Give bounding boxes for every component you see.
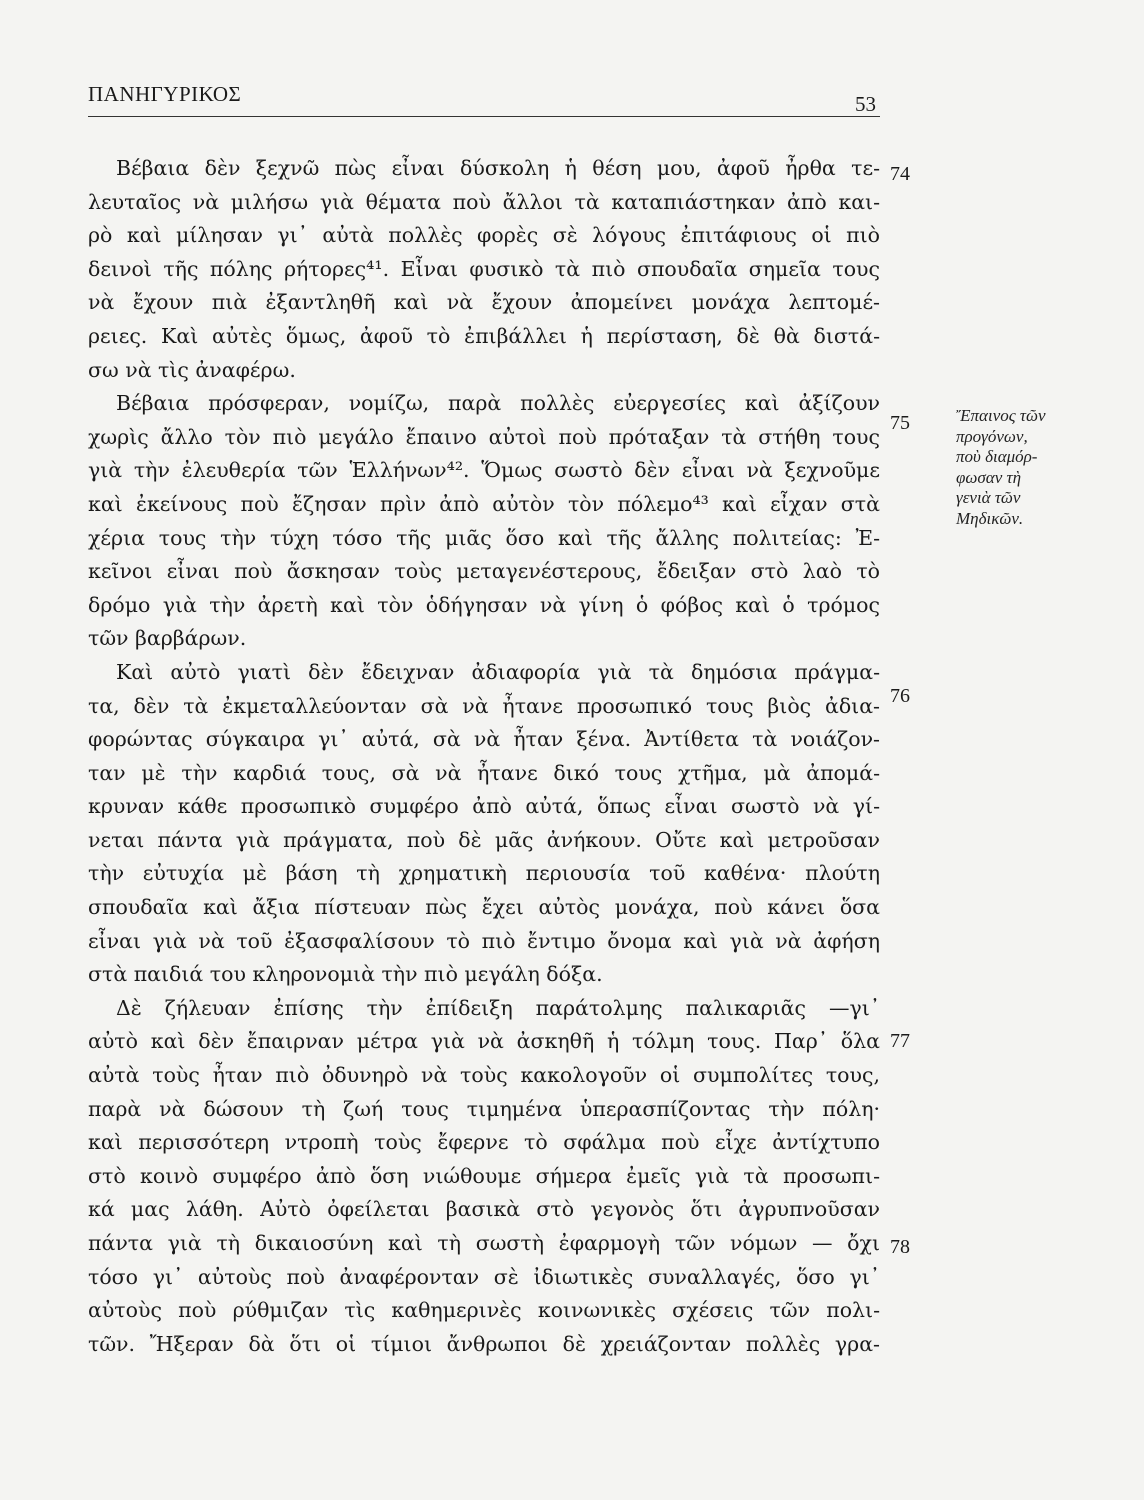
text-line: νεται πάντα γιὰ πράγματα, ποὺ δὲ μᾶς ἀνήκουν. Οὔτε καὶ μετροῦσαν: [88, 827, 880, 852]
text-line: τὴν εὐτυχία μὲ βάση τὴ χρηματικὴ περιουσία τοῦ καθένα· πλούτη: [88, 861, 880, 886]
margin-note-line: Μηδικῶν.: [956, 508, 1024, 528]
text-line: Βέβαια δὲν ξεχνῶ πὼς εἶναι δύσκολη ἡ θέση μου, ἀφοῦ ἦρθα τε-: [116, 156, 880, 180]
text-line: τῶν βαρβάρων.: [88, 626, 247, 651]
page-number: 53: [855, 92, 876, 116]
text-line: ρὸ καὶ μίλησαν γι᾽ αὐτὰ πολλὲς φορὲς σὲ λόγους ἐπιτάφιους οἱ πιὸ: [88, 223, 880, 248]
text-line: αὐτὰ τοὺς ἦταν πιὸ ὀδυνηρὸ νὰ τοὺς κακολογοῦν οἱ συμπολίτες τους,: [88, 1063, 880, 1088]
text-line: χέρια τους τὴν τύχη τόσο τῆς μιᾶς ὅσο καὶ τῆς ἄλλης πολιτείας: Ἐ-: [88, 525, 880, 550]
margin-note-line: προγόνων,: [956, 426, 1028, 446]
text-line: Βέβαια πρόσφεραν, νομίζω, παρὰ πολλὲς εὐεργεσίες καὶ ἀξίζουν: [116, 391, 880, 416]
paragraph-number: 77: [890, 1030, 910, 1052]
body-text: [88, 152, 880, 1361]
text-line: ταν μὲ τὴν καρδιά τους, σὰ νὰ ἦτανε δικό τους χτῆμα, μὰ ἀπομά-: [88, 760, 880, 785]
text-line: γιὰ τὴν ἐλευθερία τῶν Ἑλλήνων⁴². Ὅμως σωστὸ δὲν εἶναι νὰ ξεχνοῦμε: [88, 458, 880, 483]
page-header: [88, 80, 880, 117]
text-line: κεῖνοι εἶναι ποὺ ἄσκησαν τοὺς μεταγενέστερους, ἔδειξαν στὸ λαὸ τὸ: [88, 559, 880, 584]
text-line: τα, δὲν τὰ ἐκμεταλλεύονταν σὰ νὰ ἦτανε προσωπικό τους βιὸς ἀδια-: [88, 693, 880, 718]
text-line: αὐτοὺς ποὺ ρύθμιζαν τὶς καθημερινὲς κοινωνικὲς σχέσεις τῶν πολι-: [88, 1298, 880, 1323]
text-line: δεινοὶ τῆς πόλης ρήτορες⁴¹. Εἶναι φυσικὸ τὰ πιὸ σπουδαῖα σημεῖα τους: [88, 256, 880, 281]
text-line: κά μας λάθη. Αὐτὸ ὀφείλεται βασικὰ στὸ γεγονὸς ὅτι ἀγρυπνοῦσαν: [88, 1197, 880, 1222]
running-title: ΠΑΝΗΓΥΡΙΚΟΣ: [88, 82, 242, 106]
text-line: παρὰ νὰ δώσουν τὴ ζωή τους τιμημένα ὑπερασπίζοντας τὴν πόλη·: [88, 1096, 880, 1121]
paragraph-number: 78: [890, 1236, 910, 1258]
margin-note-line: φωσαν τὴ: [956, 467, 1022, 487]
text-line: δρόμο γιὰ τὴν ἀρετὴ καὶ τὸν ὁδήγησαν νὰ γίνη ὁ φόβος καὶ ὁ τρόμος: [88, 592, 880, 617]
paragraph-number: 76: [890, 685, 910, 707]
margin-note: [956, 406, 1106, 529]
text-line: στὸ κοινὸ συμφέρο ἀπὸ ὅση νιώθουμε σήμερα ἐμεῖς γιὰ τὰ προσωπι-: [88, 1163, 880, 1188]
text-line: στὰ παιδιά του κληρονομιὰ τὴν πιὸ μεγάλη δόξα.: [88, 962, 603, 987]
text-line: τῶν. Ἤξεραν δὰ ὅτι οἱ τίμιοι ἄνθρωποι δὲ χρειάζονταν πολλὲς γρα-: [88, 1331, 880, 1356]
margin-note-line: γενιὰ τῶν: [956, 488, 1021, 507]
text-line: καὶ περισσότερη ντροπὴ τοὺς ἔφερνε τὸ σφάλμα ποὺ εἶχε ἀντίχτυπο: [88, 1130, 880, 1155]
text-line: λευταῖος νὰ μιλήσω γιὰ θέματα ποὺ ἄλλοι τὰ καταπιάστηκαν ἀπὸ και-: [88, 189, 880, 214]
text-line: σπουδαῖα καὶ ἄξια πίστευαν πὼς ἔχει αὐτὸς μονάχα, ποὺ κάνει ὅσα: [88, 895, 880, 920]
text-line: ρειες. Καὶ αὐτὲς ὅμως, ἀφοῦ τὸ ἐπιβάλλει ἡ περίσταση, δὲ θὰ διστά-: [88, 323, 880, 348]
text-line: σω νὰ τὶς ἀναφέρω.: [88, 357, 296, 382]
text-line: καὶ ἐκείνους ποὺ ἔζησαν πρὶν ἀπὸ αὐτὸν τὸν πόλεμο⁴³ καὶ εἶχαν στὰ: [88, 491, 880, 516]
paragraph-number: 75: [890, 412, 910, 434]
paragraph-number: 74: [890, 163, 910, 185]
text-line: τόσο γι᾽ αὐτοὺς ποὺ ἀναφέρονταν σὲ ἰδιωτικὲς συναλλαγές, ὅσο γι᾽: [88, 1264, 880, 1289]
margin-note-line: Ἔπαινος τῶν: [956, 406, 1046, 425]
text-line: Καὶ αὐτὸ γιατὶ δὲν ἔδειχναν ἀδιαφορία γιὰ τὰ δημόσια πράγμα-: [116, 659, 880, 684]
text-line: αὐτὸ καὶ δὲν ἔπαιρναν μέτρα γιὰ νὰ ἀσκηθῆ ἡ τόλμη τους. Παρ᾽ ὅλα: [88, 1029, 880, 1054]
text-line: πάντα γιὰ τὴ δικαιοσύνη καὶ τὴ σωστὴ ἐφαρμογὴ τῶν νόμων — ὄχι: [88, 1231, 880, 1255]
text-line: νὰ ἔχουν πιὰ ἐξαντληθῆ καὶ νὰ ἔχουν ἀπομείνει μονάχα λεπτομέ-: [88, 290, 880, 315]
text-line: Δὲ ζήλευαν ἐπίσης τὴν ἐπίδειξη παράτολμης παλικαριᾶς —γι᾽: [116, 995, 880, 1020]
text-line: κρυναν κάθε προσωπικὸ συμφέρο ἀπὸ αὐτά, ὅπως εἶναι σωστὸ νὰ γί-: [88, 794, 880, 819]
text-line: φορώντας σύγκαιρα γι᾽ αὐτά, σὰ νὰ ἦταν ξένα. Ἀντίθετα τὰ νοιάζον-: [88, 727, 880, 752]
text-line: εἶναι γιὰ νὰ τοῦ ἐξασφαλίσουν τὸ πιὸ ἔντιμο ὄνομα καὶ γιὰ νὰ ἀφήση: [88, 928, 880, 953]
margin-note-line: ποὺ διαμόρ-: [956, 447, 1038, 466]
text-line: χωρὶς ἄλλο τὸν πιὸ μεγάλο ἔπαινο αὐτοὶ ποὺ πρόταξαν τὰ στήθη τους: [88, 424, 880, 449]
